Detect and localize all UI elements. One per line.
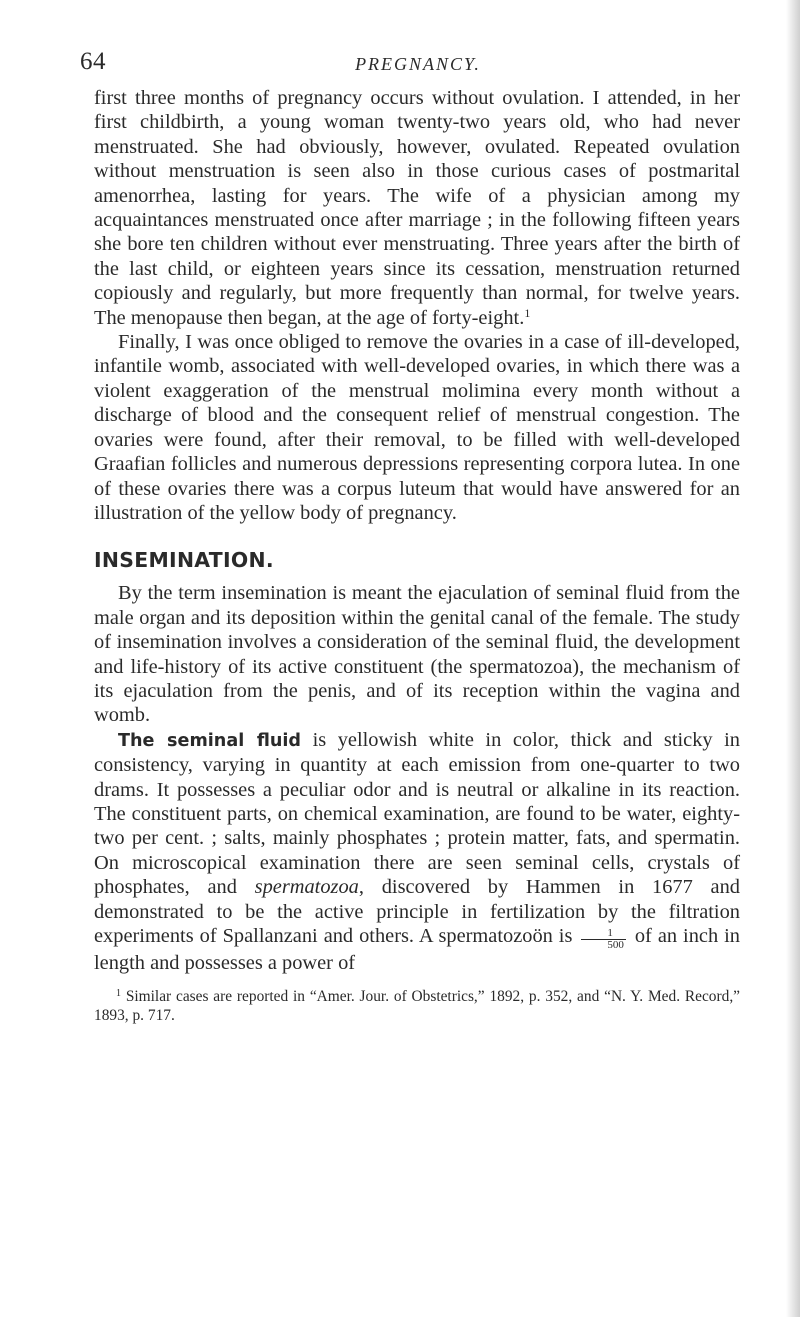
paragraph-4-text-c: of an inch in length and possesses a power of	[94, 925, 740, 974]
footnote	[94, 987, 740, 1025]
paragraph-3: By the term insemination is meant the ejaculation of seminal fluid from the male organ and its deposition within the genital canal of the female. The study of insemination involves a consideration of the seminal fluid, the development and life-history of its active constituent (the spermatozoa), the mechanism of its ejaculation from the penis, and of its reception within the vagina and womb.	[94, 582, 740, 727]
page-header	[80, 48, 740, 80]
paragraph-4-italic: spermatozoa	[254, 876, 359, 899]
paragraph-2: Finally, I was once obliged to remove the ovaries in a case of ill-developed, infantile womb, associated with well-developed ovaries, in which there was a violent exaggeration of the menstrual molimina every month without a discharge of blood and the consequent relief of menstrual congestion. The ovaries were found, after their removal, to be filled with well-developed Graafian follicles and numerous depressions representing corpora lutea. In one of these ovaries there was a corpus luteum that would have answered for an illustration of the yellow body of pregnancy.	[94, 331, 740, 524]
fraction-denominator: 500	[607, 939, 624, 951]
length-fraction	[581, 928, 626, 951]
page-body	[94, 86, 740, 1025]
paragraph-4-lead: The seminal fluid	[118, 730, 302, 751]
footnote-reference: 1	[524, 305, 531, 320]
footnote-marker: 1	[116, 988, 121, 1000]
paragraph-4	[94, 728, 740, 976]
section-heading: INSEMINATION.	[94, 548, 274, 573]
paragraph-4-text-b: , discovered by Hammen in 1677 and demonstrated to be the active principle in fertilization by the filtration experiments of Spallanzani and others. A spermatozoön is	[94, 876, 740, 947]
footnote-text	[94, 987, 740, 1025]
footnote-body: Similar cases are reported in “Amer. Jour. of Obstetrics,” 1892, p. 352, and “N. Y. Med. Record,” 1893, p. 717.	[94, 988, 740, 1025]
page-number: 64	[80, 48, 106, 75]
paragraph-1-text: first three months of pregnancy occurs without ovulation. I attended, in her first childbirth, a young woman twenty-two years old, who had never menstruated. She had obviously, however, ovulated. Repeated ovulation without menstruation is seen also in those curious cases of postmarital amenorrhea, lasting for years. The wife of a physician among my acquaintances menstruated once after marriage ; in the following fifteen years she bore ten children without ever menstruating. Three years after the birth of the last child, or eighteen years since its cessation, menstruation returned copiously and regularly, but more frequently than normal, for twelve years. The menopause then began, at the age of forty-eight.	[94, 87, 740, 329]
page-edge-shadow	[786, 0, 800, 1317]
paragraph-1	[94, 86, 740, 330]
paragraph-4-text-a: is yellowish white in color, thick and sticky in consistency, varying in quantity at each emission from one-quarter to two drams. It possesses a peculiar odor and is neutral or alkaline in its reaction. The constituent parts, on chemical examination, are found to be water, eighty-two per cent. ; salts, mainly phosphates ; protein matter, fats, and spermatin. On microscopical examination there are seen seminal cells, crystals of phosphates, and	[94, 728, 740, 899]
running-head: PREGNANCY.	[355, 54, 481, 74]
fraction-numerator: 1	[581, 928, 626, 940]
